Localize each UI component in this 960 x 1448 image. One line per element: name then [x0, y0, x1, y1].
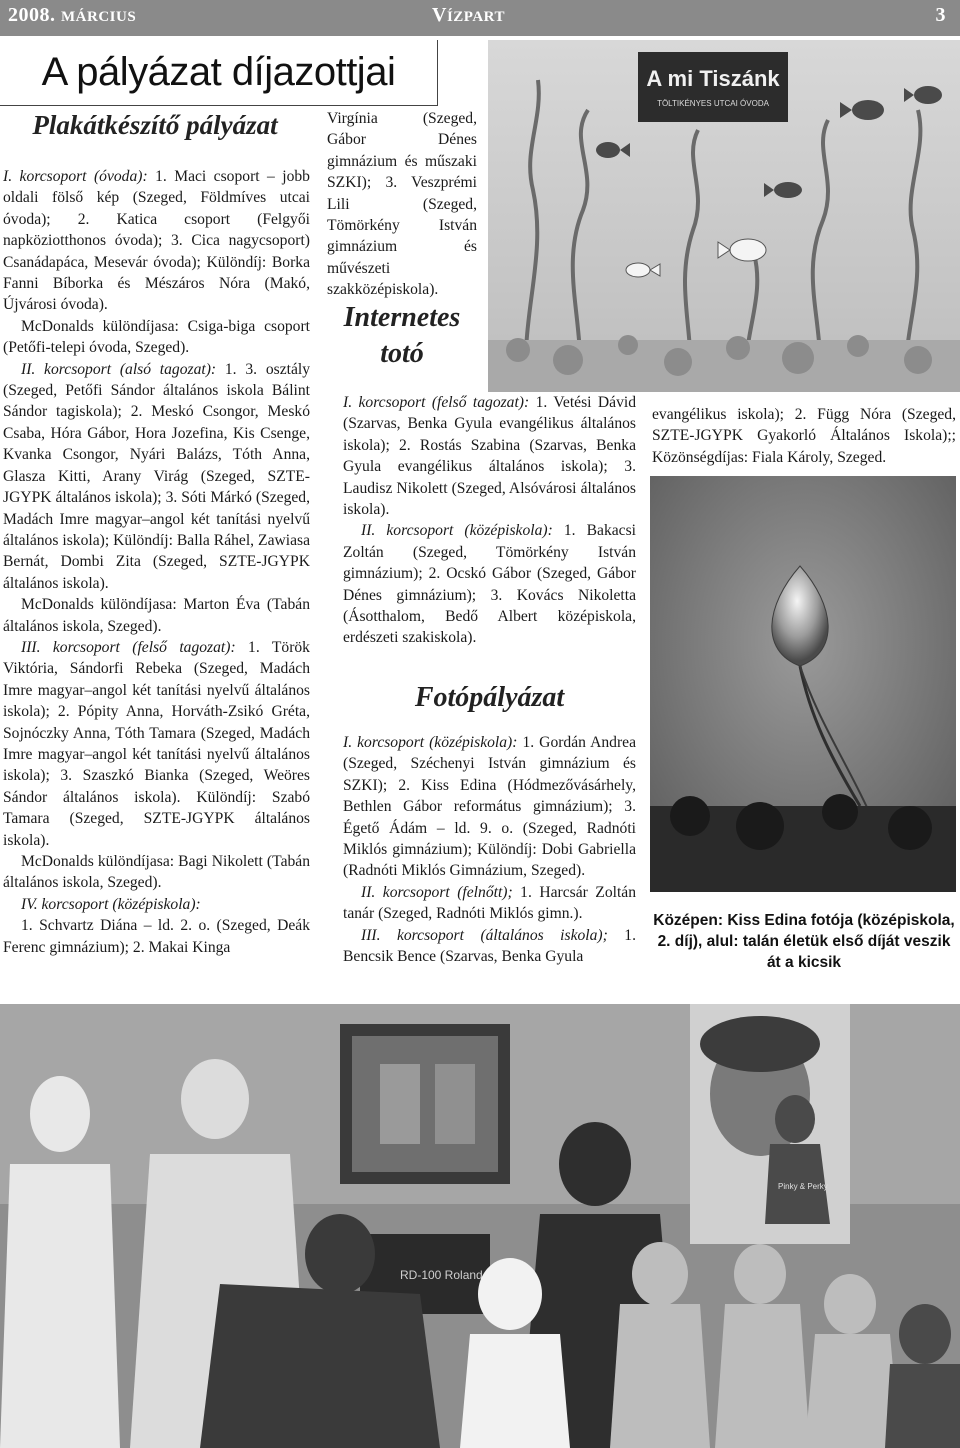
poster-results-column	[3, 166, 310, 958]
main-title-box	[0, 40, 438, 106]
poster-results-continued	[327, 108, 477, 301]
poster-mcdonalds-1: McDonalds különdíjasa: Csiga-biga csoport (Petőfi-telepi óvoda, Szeged).	[3, 317, 310, 357]
poster-contest-heading: Plakátkészítő pályázat	[32, 110, 278, 140]
poster-mcdonalds-2: McDonalds különdíjasa: Marton Éva (Tabán általános iskola, Szeged).	[3, 596, 310, 635]
svg-text:TÖLTIKÉNYES UTCAI ÓVODA: TÖLTIKÉNYES UTCAI ÓVODA	[657, 99, 769, 108]
page-header-bar	[0, 0, 960, 36]
toto-group-2: II. korcsoport (középiskola): 1. Bakacsi Zoltán (Szeged, Tömörkény István gimnázium); 2. Ocskó Gábor (Szeged, Gábor Dénes gimnázium); 3. Kovács Nikoletta (Ásotthalom, Bedő Albert középiskola, erdészeti szakiskola).	[343, 522, 637, 647]
water-drop-photo	[650, 476, 956, 892]
page-number: 3	[935, 4, 946, 26]
publication-name: VÍZPART	[432, 4, 505, 26]
toto-heading: Internetes totó	[343, 302, 461, 369]
poster-mcdonalds-3: McDonalds különdíjasa: Bagi Nikolett (Tabán általános iskola, Szeged).	[3, 853, 310, 892]
photo-group-3: III. korcsoport (általános iskola); 1. Bencsik Bence (Szarvas, Benka Gyula	[343, 926, 636, 966]
svg-text:RD-100 Roland: RD-100 Roland	[400, 1268, 483, 1282]
svg-text:A mi Tiszánk: A mi Tiszánk	[646, 66, 780, 91]
poster-group-2: II. korcsoport (alsó tagozat): 1. 3. osztály (Szeged, Petőfi Sándor általános iskola Bálint Sándor tagiskola); 2. Meskó Csongor, Meskó Csaba, Hóra Gábor, Hora Jozefina, Kis Csenge, Kvanka Csongor, Nyári Balázs, Tóth Anna, Glasza Kitti, Arany Virág (Szeged, SZTE-JGYPK általános iskola); 3. Sóti Márkó (Szeged, Madách Imre magyar–angol két tanítási nyelvű általános iskola); Különdíj: Balla Ráhel, Zawiasa Bernát, Dombi Zita (Szeged, SZTE-JGYPK általános iskola).	[3, 360, 310, 592]
svg-text:Pinky & Perky: Pinky & Perky	[778, 1182, 828, 1191]
photo-group-2: II. korcsoport (felnőtt); 1. Harcsár Zoltán tanár (Szeged, Radnóti Miklós gimn.).	[343, 883, 637, 923]
issue-date: 2008. MÁRCIUS	[8, 4, 137, 26]
toto-group-1: I. korcsoport (felső tagozat): 1. Vetési Dávid (Szarvas, Benka Gyula evangélikus általános iskola); 2. Rostás Szabina (Szarvas, Benka Gyula evangélikus általános iskola); 3. Laudisz Nikolett (Szeged, Alsóvárosi általános iskola).	[343, 394, 636, 519]
poster-photo	[488, 40, 960, 392]
photo-caption: Középen: Kiss Edina fotója (középiskola, 2. díj), alul: talán életük első díját veszik át a kicsik	[653, 912, 955, 971]
photo-continuation-text: evangélikus iskola); 2. Függ Nóra (Szeged, SZTE-JGYPK Gyakorló Általános Iskola);; Közönségdíjas: Fiala Károly, Szeged.	[652, 406, 956, 466]
photo-contest-heading: Fotópályázat	[414, 682, 565, 713]
main-title: A pályázat díjazottjai	[41, 50, 396, 94]
poster-group-4-text: 1. Schvartz Diána – ld. 2. o. (Szeged, Deák Ferenc gimnázium); 2. Makai Kinga	[3, 917, 310, 956]
photo-contest-results	[343, 732, 636, 967]
award-ceremony-photo	[0, 1004, 960, 1448]
poster-continuation-text: Virgínia (Szeged, Gábor Dénes gimnázium és műszaki SZKI); 3. Veszprémi Lili (Szeged, Tömörkény István gimnázium és művészeti szakközépiskola).	[327, 110, 477, 299]
poster-group-1: I. korcsoport (óvoda): 1. Maci csoport – jobb oldali fölső kép (Szeged, Földmíves utcai óvoda); 2. Katica csoport (Felgyői napköziotthonos óvoda); 3. Cica nagycsoport) Csanádapáca, Mesevár óvoda); Különdíj: Borka Fanni Bíborka és Mészáros Nóra (Makó, Újvárosi óvoda).	[3, 168, 310, 314]
toto-results	[343, 392, 636, 649]
photo-contest-continued	[652, 404, 956, 468]
poster-group-3: III. korcsoport (felső tagozat): 1. Török Viktória, Sándorfi Rebeka (Szeged, Madách Imre magyar–angol két tanítási nyelvű általános iskola); 2. Pópity Anna, Horváth-Zsikó Gréta, Sojnóczky Anna, Tóth Tamara (Szeged, Madách Imre magyar–angol két tanítási nyelvű általános iskola); 3. Szaszkó Bianka (Szeged, Weöres Sándor általános iskola). Különdíj: Szabó Tamara (Szeged, SZTE-JGYPK általános iskola).	[3, 638, 310, 849]
poster-group-4-label: IV. korcsoport (középiskola):	[21, 895, 201, 913]
photo-group-1: I. korcsoport (középiskola): 1. Gordán Andrea (Szeged, Széchenyi István gimnázium és SZKI); 2. Kiss Edina (Hódmezővásárhely, Bethlen Gábor református gimnázium); 3. Égető Ádám – ld. 9. o. (Szeged, Radnóti Miklós gimnázium); Különdíj: Dobi Gabriella (Radnóti Miklós Gimnázium, Szeged).	[343, 734, 636, 880]
